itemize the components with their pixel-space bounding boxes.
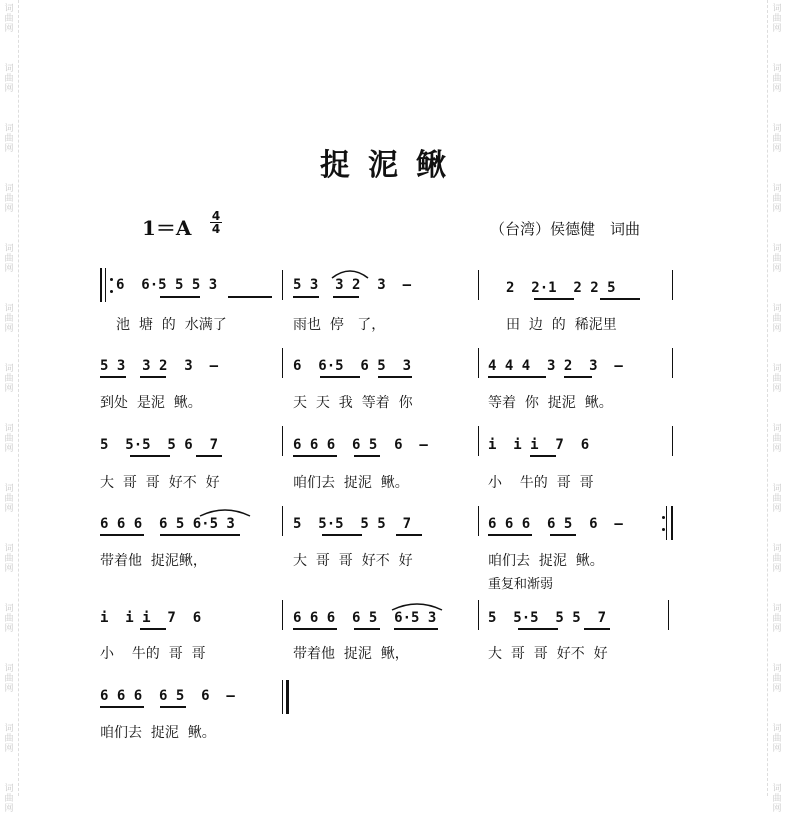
watermark-text: 词 曲 网 — [4, 304, 14, 334]
lyrics-r4-2: 大 哥 哥 好不 好 — [293, 553, 413, 569]
beam — [140, 628, 166, 630]
watermark-text: 词 曲 网 — [772, 544, 782, 574]
lyrics-r1-1: 池 塘 的 水满了 — [116, 317, 227, 333]
beam — [488, 534, 532, 536]
watermark-text: 词 曲 网 — [4, 4, 14, 34]
performance-note: 重复和渐弱 — [488, 577, 554, 592]
beam — [293, 296, 319, 298]
lyrics-r4-1: 带着他 捉泥鳅， — [100, 553, 207, 569]
lyrics-r2-2: 天 天 我 等着 你 — [293, 395, 413, 411]
measure-r5-2: 6 6 6 6 5 6·5 3 — [293, 610, 437, 626]
barline — [672, 348, 673, 378]
author-credit: （台湾）侯德健 词曲 — [490, 220, 641, 238]
watermark-text: 词 曲 网 — [4, 124, 14, 154]
watermark-text: 词 曲 网 — [772, 244, 782, 274]
watermark-text: 词 曲 网 — [4, 484, 14, 514]
start-double-barline — [100, 268, 102, 302]
measure-r3-1: 5 5·5 5 6 7 — [100, 437, 219, 453]
beam — [378, 376, 412, 378]
barline — [282, 426, 283, 456]
measure-r1-1: 6 6·5 5 5 3 — [116, 277, 218, 293]
beam — [488, 376, 546, 378]
lyrics-r5-2: 带着他 捉泥 鳅， — [293, 646, 409, 662]
watermark-text: 词 曲 网 — [4, 604, 14, 634]
repeat-dot — [662, 516, 665, 519]
measure-r4-2: 5 5·5 5 5 7 — [293, 516, 412, 532]
watermark-text: 词 曲 网 — [772, 664, 782, 694]
beam — [518, 628, 558, 630]
watermark-text: 词 曲 网 — [772, 424, 782, 454]
watermark-text: 词 曲 网 — [4, 544, 14, 574]
barline — [672, 270, 673, 300]
barline — [282, 270, 283, 300]
measure-r5-3: 5 5·5 5 5 7 — [488, 610, 607, 626]
barline — [478, 600, 479, 630]
measure-r1-2: 5 3 3 2 3 — — [293, 277, 412, 293]
beam — [354, 455, 380, 457]
lyrics-r1-2: 雨也 停 了， — [293, 317, 386, 333]
barline — [672, 426, 673, 456]
beam — [100, 376, 126, 378]
measure-r5-1: i i i 7 6 — [100, 610, 202, 626]
key-signature: 1＝A — [142, 216, 192, 240]
repeat-dot — [662, 528, 665, 531]
beam — [333, 296, 359, 298]
final-barline-thin — [282, 680, 283, 714]
watermark-text: 词 曲 网 — [4, 64, 14, 94]
barline — [668, 600, 669, 630]
measure-r1-3: 2 2·1 2 2 5 — [506, 280, 616, 296]
barline — [478, 348, 479, 378]
watermark-text: 词 曲 网 — [772, 304, 782, 334]
repeat-barline-thick — [671, 506, 673, 540]
repeat-dot — [110, 290, 113, 293]
measure-r2-1: 5 3 3 2 3 — — [100, 358, 219, 374]
watermark-text: 词 曲 网 — [4, 724, 14, 754]
beam — [396, 534, 422, 536]
lyrics-r4-3: 咱们去 捉泥 鳅。 — [488, 553, 604, 569]
beam — [100, 706, 144, 708]
measure-r6-1: 6 6 6 6 5 6 — — [100, 688, 235, 704]
lyrics-r2-1: 到处 是泥 鳅。 — [100, 395, 202, 411]
repeat-barline-thin — [666, 506, 667, 540]
slur — [390, 598, 444, 612]
beam — [100, 534, 144, 536]
beam — [320, 376, 360, 378]
measure-r3-2: 6 6 6 6 5 6 — — [293, 437, 428, 453]
watermark-text: 词 曲 网 — [772, 64, 782, 94]
watermark-text: 词 曲 网 — [772, 364, 782, 394]
time-signature: $\frac{4}{4}$ — [211, 209, 221, 236]
final-barline-thick — [286, 680, 289, 714]
measure-r4-1: 6 6 6 6 5 6·5 3 — [100, 516, 235, 532]
beam — [322, 534, 362, 536]
lyrics-r5-1: 小 牛的 哥 哥 — [100, 646, 206, 662]
repeat-dot — [110, 278, 113, 281]
beam — [160, 534, 240, 536]
barline — [478, 426, 479, 456]
beam — [160, 706, 186, 708]
right-watermark-strip — [767, 0, 786, 814]
measure-r2-2: 6 6·5 6 5 3 — [293, 358, 412, 374]
lyrics-r6-1: 咱们去 捉泥 鳅。 — [100, 725, 216, 741]
barline — [478, 506, 479, 536]
beam — [130, 455, 170, 457]
watermark-text: 词 曲 网 — [4, 664, 14, 694]
lyrics-r2-3: 等着 你 捉泥 鳅。 — [488, 395, 613, 411]
beam — [293, 628, 337, 630]
beam — [534, 298, 574, 300]
beam — [530, 455, 556, 457]
beam — [550, 534, 576, 536]
song-title: 捉泥鳅 — [320, 148, 464, 183]
beam — [600, 298, 640, 300]
lyrics-r3-2: 咱们去 捉泥 鳅。 — [293, 475, 409, 491]
watermark-text: 词 曲 网 — [4, 244, 14, 274]
beam — [293, 455, 337, 457]
watermark-text: 词 曲 网 — [772, 4, 782, 34]
watermark-text: 词 曲 网 — [4, 184, 14, 214]
lyrics-r5-3: 大 哥 哥 好不 好 — [488, 646, 608, 662]
watermark-text: 词 曲 网 — [772, 604, 782, 634]
lyrics-r3-3: 小 牛的 哥 哥 — [488, 475, 594, 491]
start-double-barline-thin — [105, 268, 106, 302]
beam — [394, 628, 438, 630]
beam — [564, 376, 592, 378]
watermark-text: 词 曲 网 — [772, 784, 782, 814]
slur — [330, 266, 370, 280]
beam — [196, 455, 222, 457]
barline — [282, 600, 283, 630]
beam — [140, 376, 166, 378]
watermark-text: 词 曲 网 — [4, 364, 14, 394]
beam — [228, 296, 272, 298]
beam — [584, 628, 610, 630]
watermark-text: 词 曲 网 — [4, 424, 14, 454]
lyrics-r3-1: 大 哥 哥 好不 好 — [100, 475, 220, 491]
beam — [160, 296, 200, 298]
lyrics-r1-3: 田 边 的 稀泥里 — [506, 317, 617, 333]
watermark-text: 词 曲 网 — [4, 784, 14, 814]
watermark-text: 词 曲 网 — [772, 124, 782, 154]
measure-r4-3: 6 6 6 6 5 6 — — [488, 516, 623, 532]
measure-r3-3: i i i 7 6 — [488, 437, 590, 453]
beam — [354, 628, 380, 630]
barline — [282, 506, 283, 536]
barline — [282, 348, 283, 378]
left-watermark-strip — [0, 0, 19, 814]
barline — [478, 270, 479, 300]
measure-r2-3: 4 4 4 3 2 3 — — [488, 358, 623, 374]
watermark-text: 词 曲 网 — [772, 184, 782, 214]
watermark-text: 词 曲 网 — [772, 724, 782, 754]
slur — [198, 504, 252, 518]
watermark-text: 词 曲 网 — [772, 484, 782, 514]
